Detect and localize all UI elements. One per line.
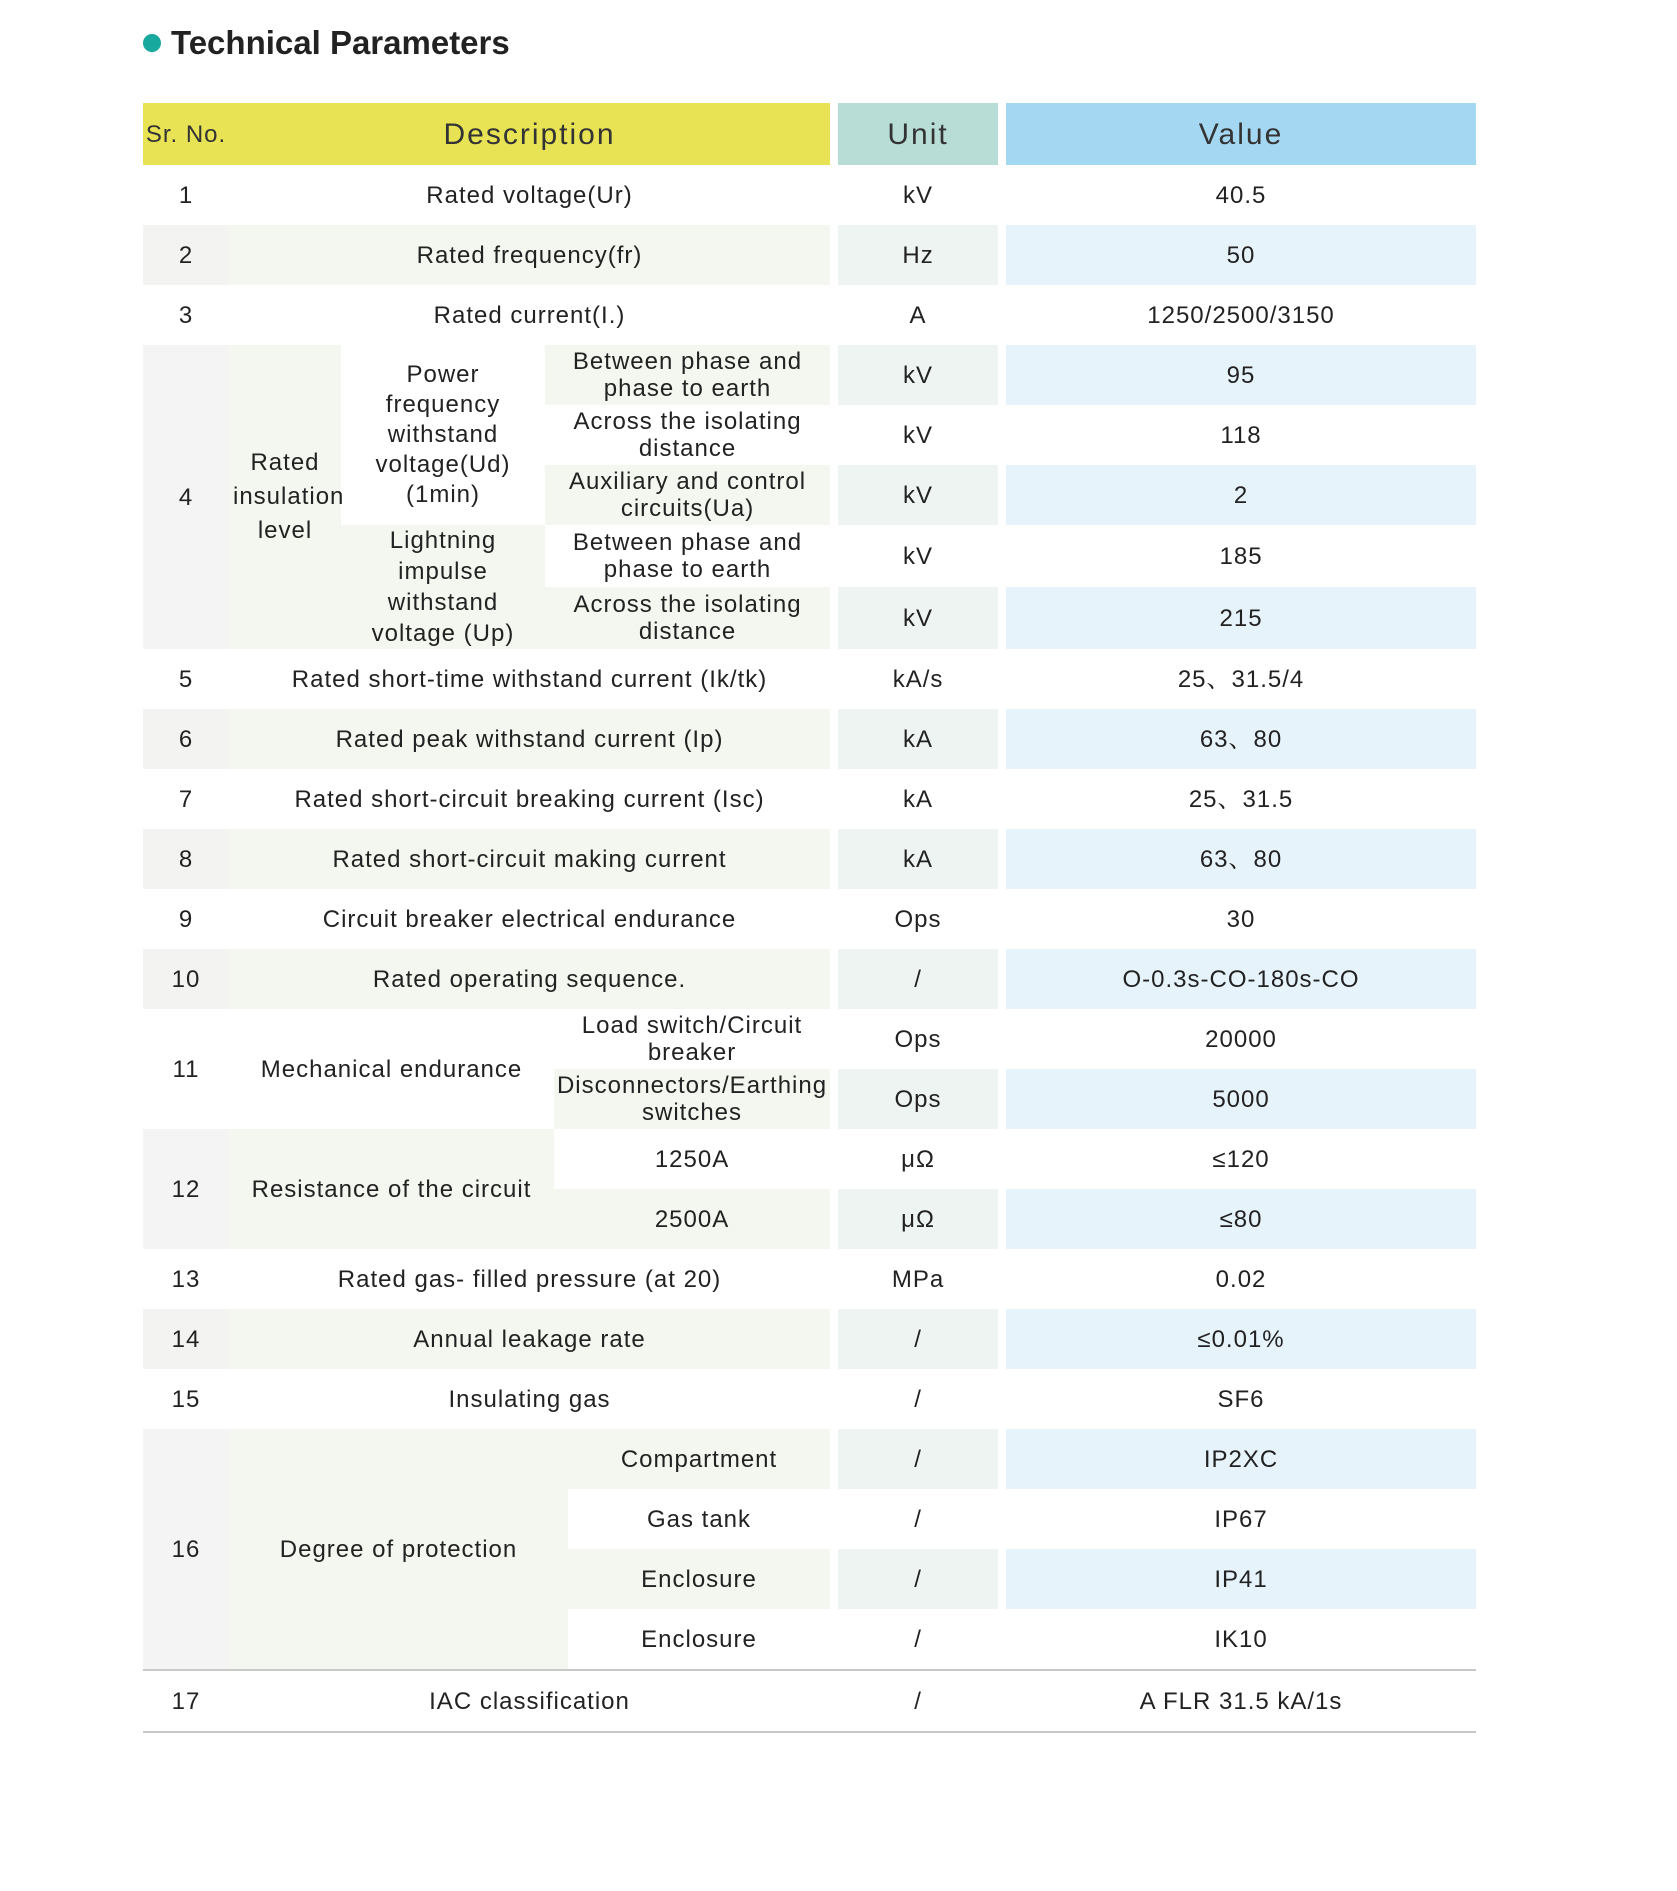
unit-cell: Hz xyxy=(838,225,998,285)
unit-cell: kA xyxy=(838,709,998,769)
group-label: Degree of protection xyxy=(229,1429,568,1670)
sr-cell: 15 xyxy=(171,1385,201,1413)
header-value: Value xyxy=(1006,103,1476,165)
technical-parameters-table xyxy=(143,103,1476,1733)
sr-cell: 1 xyxy=(178,181,194,209)
sr-cell: 13 xyxy=(171,1265,201,1293)
value-cell: 2 xyxy=(1006,465,1476,525)
unit-cell: / xyxy=(838,1670,998,1732)
value-cell: 63、80 xyxy=(1006,829,1476,889)
table-row xyxy=(143,649,1476,709)
description-cell: Rated voltage(Ur) xyxy=(426,181,633,209)
unit-cell: / xyxy=(838,1429,998,1489)
header-sr-no: Sr. No. xyxy=(143,103,229,165)
group-label: Rated insulation level xyxy=(229,345,341,649)
unit-cell: MPa xyxy=(891,1265,945,1293)
value-cell: ≤80 xyxy=(1006,1189,1476,1249)
value-cell: 5000 xyxy=(1006,1069,1476,1129)
value-cell: 50 xyxy=(1006,225,1476,285)
description-cell: Annual leakage rate xyxy=(229,1309,830,1369)
table-row xyxy=(143,525,1476,587)
sr-cell: 2 xyxy=(143,225,229,285)
sr-cell: 11 xyxy=(143,1009,229,1129)
value-cell: IK10 xyxy=(1214,1625,1268,1653)
value-cell: O-0.3s-CO-180s-CO xyxy=(1006,949,1476,1009)
description-cell: Load switch/Circuit breaker xyxy=(581,1012,803,1066)
value-cell: 185 xyxy=(1219,542,1263,570)
description-cell: Insulating gas xyxy=(448,1385,611,1413)
table-row xyxy=(143,1129,1476,1189)
table-row xyxy=(143,1670,1476,1732)
value-cell: 30 xyxy=(1226,905,1256,933)
description-cell: Between phase and phase to earth xyxy=(545,345,830,405)
value-cell: IP2XC xyxy=(1006,1429,1476,1489)
unit-cell: / xyxy=(838,949,998,1009)
unit-cell: kV xyxy=(903,181,934,209)
unit-cell: kA/s xyxy=(892,665,944,693)
description-cell: IAC classification xyxy=(229,1670,830,1732)
value-cell: 25、31.5/4 xyxy=(1177,665,1305,693)
group-label: Mechanical endurance xyxy=(229,1009,554,1129)
page-title: Technical Parameters xyxy=(171,24,510,61)
sr-cell: 10 xyxy=(143,949,229,1009)
sr-cell: 16 xyxy=(143,1429,229,1670)
value-cell: 25、31.5 xyxy=(1188,785,1294,813)
description-cell: 1250A xyxy=(554,1129,830,1189)
unit-cell: kA xyxy=(903,785,934,813)
unit-cell: / xyxy=(914,1505,922,1533)
table-row xyxy=(143,949,1476,1009)
table-row xyxy=(143,709,1476,769)
unit-cell: / xyxy=(838,1309,998,1369)
subgroup-label: Lightning impulse withstand voltage (Up) xyxy=(341,525,545,649)
description-cell: Between phase and phase to earth xyxy=(572,529,803,583)
value-cell: 95 xyxy=(1006,345,1476,405)
description-cell: Enclosure xyxy=(568,1549,830,1609)
table-row xyxy=(143,345,1476,405)
unit-cell: kV xyxy=(838,345,998,405)
value-cell: 0.02 xyxy=(1215,1265,1267,1293)
header-description: Description xyxy=(229,103,830,165)
table-row xyxy=(143,285,1476,345)
description-cell: Rated short-circuit making current xyxy=(229,829,830,889)
sr-cell: 14 xyxy=(143,1309,229,1369)
description-cell: Enclosure xyxy=(641,1625,757,1653)
table-header-row xyxy=(143,103,1476,165)
table-row xyxy=(143,1009,1476,1069)
description-cell: Across the isolating distance xyxy=(545,587,830,649)
value-cell: 63、80 xyxy=(1006,709,1476,769)
description-cell: Disconnectors/Earthing switches xyxy=(554,1069,830,1129)
value-cell: 20000 xyxy=(1205,1025,1277,1053)
unit-cell: μΩ xyxy=(901,1145,935,1173)
description-cell: Across the isolating distance xyxy=(573,408,802,462)
table-row xyxy=(143,829,1476,889)
table-row xyxy=(143,769,1476,829)
unit-cell: / xyxy=(914,1385,922,1413)
unit-cell: / xyxy=(914,1625,922,1653)
description-cell: Rated short-time withstand current (Ik/tk) xyxy=(291,665,768,693)
table-row xyxy=(143,1369,1476,1429)
unit-cell: Ops xyxy=(838,1069,998,1129)
sr-cell: 5 xyxy=(178,665,194,693)
group-label: Resistance of the circuit xyxy=(229,1129,554,1249)
table-row xyxy=(143,225,1476,285)
table-row xyxy=(143,1309,1476,1369)
value-cell: 215 xyxy=(1006,587,1476,649)
unit-cell: Ops xyxy=(894,905,942,933)
unit-cell: kV xyxy=(838,465,998,525)
sr-cell: 9 xyxy=(178,905,194,933)
value-cell: ≤0.01% xyxy=(1006,1309,1476,1369)
bullet-dot-icon xyxy=(143,34,161,52)
value-cell: IP67 xyxy=(1214,1505,1268,1533)
description-cell: 2500A xyxy=(554,1189,830,1249)
unit-cell: / xyxy=(838,1549,998,1609)
description-cell: Auxiliary and control circuits(Ua) xyxy=(545,465,830,525)
value-cell: ≤120 xyxy=(1212,1145,1270,1173)
value-cell: 1250/2500/3150 xyxy=(1147,301,1335,329)
description-cell: Rated operating sequence. xyxy=(229,949,830,1009)
table-row xyxy=(143,1249,1476,1309)
unit-cell: A xyxy=(909,301,927,329)
sr-cell: 6 xyxy=(143,709,229,769)
table-row xyxy=(143,1429,1476,1489)
sr-cell: 17 xyxy=(143,1670,229,1732)
value-cell: 118 xyxy=(1220,421,1262,449)
unit-cell: μΩ xyxy=(838,1189,998,1249)
unit-cell: kV xyxy=(903,421,934,449)
description-cell: Circuit breaker electrical endurance xyxy=(322,905,737,933)
description-cell: Rated gas- filled pressure (at 20) xyxy=(337,1265,722,1293)
description-cell: Rated peak withstand current (Ip) xyxy=(229,709,830,769)
value-cell: 40.5 xyxy=(1215,181,1267,209)
description-cell: Compartment xyxy=(568,1429,830,1489)
header-unit: Unit xyxy=(838,103,998,165)
section-heading xyxy=(143,24,510,62)
unit-cell: kV xyxy=(838,587,998,649)
value-cell: A FLR 31.5 kA/1s xyxy=(1006,1670,1476,1732)
description-cell: Rated current(I.) xyxy=(433,301,626,329)
sr-cell: 7 xyxy=(178,785,194,813)
sr-cell: 3 xyxy=(178,301,194,329)
unit-cell: kV xyxy=(903,542,934,570)
table-row xyxy=(143,165,1476,225)
subgroup-label: Power frequency withstand voltage(Ud) (1min) xyxy=(341,345,545,525)
description-cell: Rated short-circuit breaking current (Isc) xyxy=(294,785,765,813)
description-cell: Rated frequency(fr) xyxy=(229,225,830,285)
unit-cell: Ops xyxy=(894,1025,942,1053)
sr-cell: 8 xyxy=(143,829,229,889)
table-row xyxy=(143,889,1476,949)
unit-cell: kA xyxy=(838,829,998,889)
value-cell: SF6 xyxy=(1217,1385,1265,1413)
sr-cell: 12 xyxy=(143,1129,229,1249)
value-cell: IP41 xyxy=(1006,1549,1476,1609)
sr-cell: 4 xyxy=(143,345,229,649)
description-cell: Gas tank xyxy=(646,1505,752,1533)
